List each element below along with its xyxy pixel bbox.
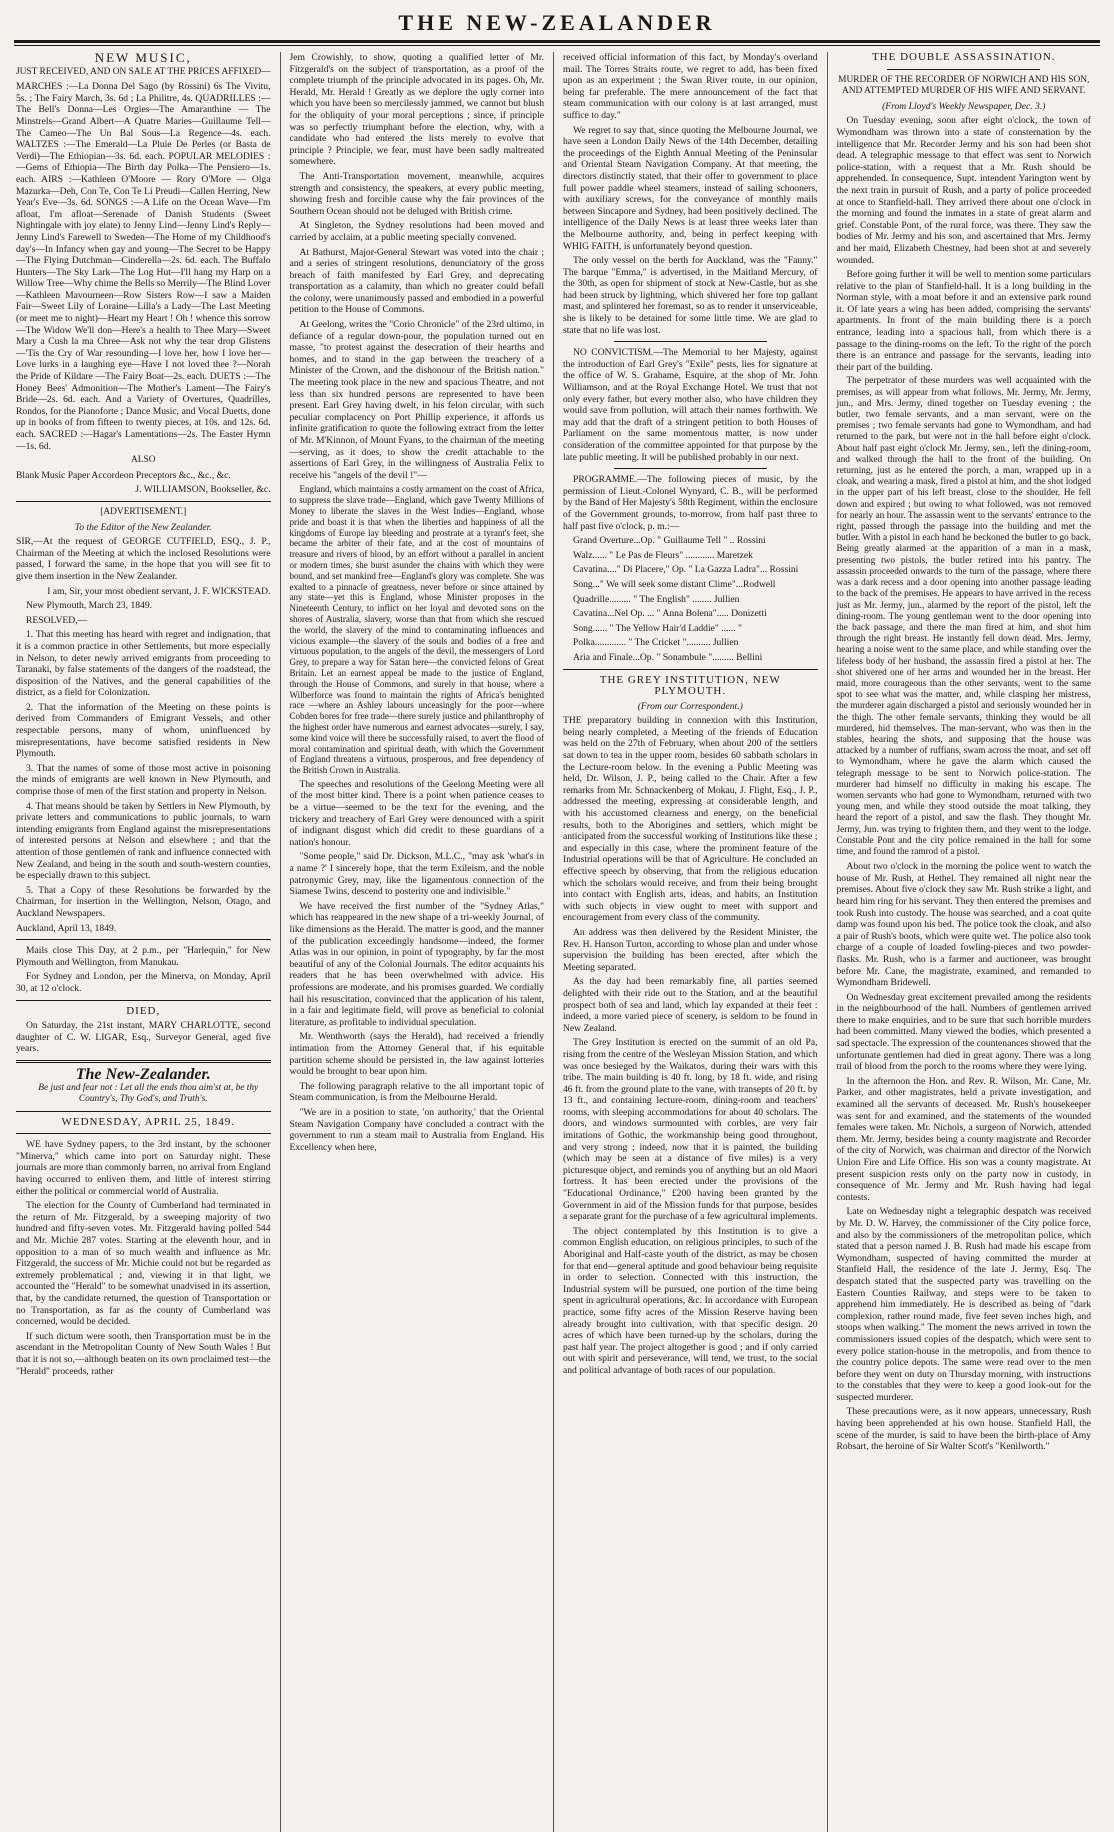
also-label: ALSO	[131, 455, 156, 466]
programme-item: Cavatina...." Di Placere," Op. " La Gazza Ladra"... Rossini	[573, 564, 799, 576]
paper-motto: Be just and fear not : Let all the ends thou aim'st at, be thy Country's, Thy God's, and Truth's.	[38, 1082, 259, 1105]
music-heading: NEW MUSIC,	[94, 52, 192, 65]
article-paragraph: We have received the first number of the "Sydney Atlas," which has reappeared in the new shape of a tri-weekly Journal, of like dimensions as the Herald. The matter is good, and the manner of the publication exceedingly handsome—indeed, the former Atlas was in our opinion, in point of typography, by far the most beautiful of any of the Colonial Journals. The editor acquaints his readers that he has been overwhelmed with advice. His professions are moderate, and his promises guarded. We cordially hail his resuscitation, convinced that the application of his talent, in a fair and legitimate field, will prove as beneficial to colonial literature, as profitable to individual speculation.	[289, 900, 544, 1028]
article-paragraph: Mr. Wenthworth (says the Herald), had received a friendly intimation from the Attorney General that, if his equitable partition scheme should be persisted in, the law against lotteries would be brought to bear upon him.	[289, 1031, 544, 1078]
article-paragraph: Late on Wednesday night a telegraphic despatch was received by Mr. D. W. Harvey, the commissioner of the City police force, and also by the commissioners of the metropolitan police, which stated that a person named J. B. Rush had made his escape from Wymondham, suspected of having committed the murder at Stanfield Hall, the residence of the late J. Jermy, Esq. The despatch stated that the suspected party was travelling on the Eastern Counties Railway, and steps were to be taken to apprehend him immediately. He is described as being of "dark complexion, rather round made, five feet seven inches high, and stoops when walking." The moment the news arrived in town the commissioners issued copies of the despatch, which were sent to every police station-house in the metropolis, and from thence to the country police depots. The same were read over to the men before they went on duty on Thursday morning, with instructions to the constables that they were to keep a good look-out for the suspected murderer.	[836, 1206, 1091, 1403]
assassination-subheading: MURDER OF THE RECORDER OF NORWICH AND HIS SON, AND ATTEMPTED MURDER OF HIS WIFE AND SERVANT.	[838, 74, 1090, 97]
divider	[887, 69, 1040, 70]
died-notice: On Saturday, the 21st instant, MARY CHARLOTTE, second daughter of C. W. LIGAR, Esq., Surveyor General, aged five years.	[16, 1020, 271, 1055]
quoted-extract: England, which maintains a costly armament on the coast of Africa, to suppress the slave trade—England, which gave Twenty Millions of Money to liberate the slaves in the West Indies—England, whose pride and boast it is that when the liberties and happiness of all the kingdoms of Europe lay bleeding and prostrate at a tyrant's feet, she became the arbiter of their fate, and at the cost of mountains of treasure and rivers of blood, by an effort without a parallel in ancient or modern times, she burst asunder the chains with which they were bound, and set mankind free—England's glory was complete. She was exalted to a pinnacle of greatness, never before or since attained by any state—yet this is England, whose Minister proposes in the Nineteenth Century, to inflict on her loyal and devoted sons on the shores of Australia, slavery, worse than that from which she rescued the world, the slavery of the mind to contaminating influences and vicious example—the slavery of the souls and bodies of a free and virtuous population, to the angels of the devil, the messengers of Lord Grey, to prepare a way for Satan here—the convicted felons of Great Britain. Let an earnest appeal be made to the justice of England, through the House of Commons, and surely in that house, where a Wilberforce was found to maintain the rights of Africa's benighted race —where an Ashley labours unceasingly for the poor—where Cobden bores for free trade—there surely justice and philanthrophy of the highest order have numerous and earnest advocates—surely, I say, some kind voice will there be successfully raised, to avert the flood of moral contamination and spiritual death, with which the Government of England threatens a virtuous, prosperous, and free dependency of the British Crown in Australia.	[289, 484, 544, 776]
divider	[16, 939, 271, 940]
article-paragraph: received official information of this fact, by Monday's overland mail. The Torres Straits route, we regret to add, has been fixed upon as an experiment ; the Swan River route, in our opinion, being far preferable. The mere announcement of the fact that steam communication with our colony is at last arranged, must suffice to day."	[563, 52, 818, 121]
article-paragraph: The Anti-Transportation movement, meanwhile, acquires strength and consistency, the speakers, at every public meeting, showing fresh and forcible cause why the fair provinces of the Southern Ocean should not be deluged with British crime.	[289, 170, 544, 217]
grey-institution-byline: (From our Correspondent.)	[637, 700, 743, 712]
programme-item: Cavatina...Nel Op. ... " Anna Bolena"..... Donizetti	[573, 608, 767, 620]
bookseller-signature: J. WILLIAMSON, Bookseller, &c.	[135, 484, 271, 496]
divider	[16, 1060, 271, 1063]
column-3	[553, 52, 827, 1832]
article-paragraph: At Geelong, writes the "Corio Chronicle" of the 23rd ultimo, in defiance of a regular down-pour, the population turned out en masse, "to protest against the desecration of their hearths and homes, and to stand in the gap between the treachery of a Minister of the Crown, and the dishonour of the British nation." The meeting took place in the new and spacious Theatre, and not less than six hundred persons are represented to have been present. Earl Grey having dwelt, in his felon circular, with such peculiar complacency on Port Phillip experience, it affords us infinite gratification to quote the following extract from the letter of Mr. M'Kinnon, of Mount Fyans, to the chairman of the meeting—serving, as it does, to show the credit attachable to the assertions of Earl Grey, in the willingness of Australia Felix to receive his "angels of the devil !"—	[289, 319, 544, 481]
article-paragraph: The object contemplated by this Institution is to give a common English education, on religious principles, to such of the Aboriginal and Half-caste youth of the district, as may be chosen for that end—general aptitude and good behaviour being requisite in order to selection. Connected with this instruction, the Industrial system will be pursued, one portion of the time being spent in agricultural operations, &c. In accordance with European practice, some fifty acres of the Mission Reserve having been already brought into cultivation, with that specific design. 20 acres of which have been turned-up by the scholars, during the past half year. The project altogether is good ; and if only carried out with spirit and perseverance, will tend, we trust, to the social and political advantage of both races of our population.	[563, 1225, 818, 1376]
article-paragraph: The following paragraph relative to the all important topic of Steam communication, is from the Melbourne Herald.	[289, 1080, 544, 1104]
article-paragraph: On Wednesday great excitement prevailed among the residents in the neighbourhood of the hall. Numbers of gentlemen arrived there to make enquiries, and to be sure that such horrible murders had been committed. Many viewed the bodies, which presented a sad spectacle. The expression of the countenances showed that the unfortunate gentlemen had died in great agony. There was a long trail of blood from the porch to the rooms where they were lying.	[836, 991, 1092, 1073]
also-items: Blank Music Paper Accordeon Preceptors &c., &c., &c.	[16, 469, 231, 481]
died-heading: DIED,	[126, 1004, 161, 1017]
column-2	[280, 52, 554, 1832]
masthead-rule-thin	[14, 45, 1100, 46]
programme-item: Walz...... " Le Pas de Fleurs" ............ Maretzek	[573, 549, 753, 561]
advert-close: I am, Sir, your most obedient servant, J. F. WICKSTEAD.	[47, 585, 271, 597]
grey-institution-heading: THE GREY INSTITUTION, NEW PLYMOUTH.	[599, 673, 781, 698]
article-paragraph: As the day had been remarkably fine, all parties seemed delighted with their ride out to the Station, and at the beautiful prospect both of sea and land, which lay expanded at their feet : indeed, a more varied piece of scenery, is seldom to be found in New Zealand.	[563, 976, 818, 1034]
article-paragraph: Jem Crowishly, to show, quoting a qualified letter of Mr. Fitzgerald's on the subject of transportation, as a proof of the complete triumph of the principle advocated in its pages. Oh, Mr. Herald, Mr. Herald ! Greatly as we deplore the ugly corner into which you have been so mercilessly jammed, we cannot but blush for the obliquity of your moral perceptions ; since, if principle was so perfectly triumphant before the election, why, with a candidate who had entered the lists merely to evolve that principle ? Principle, we fear, must have been sadly maltreated somewhere.	[289, 52, 544, 168]
advert-date: New Plymouth, March 23, 1849.	[26, 600, 153, 612]
article-paragraph: About two o'clock in the morning the police went to watch the house of Mr. Rush, at Hethel. They remained all night near the premises. About five o'clock they saw Mr. Rush strike a light, and heard him ring for his servant. They then entered the premises and took Rush into custody. The house was searched, and a coat quite damp was found upon his bed. The police took the cloak, and also a pair of Rush's boots, which were quite wet. The police also took charge of a couple of loaded fowling-pieces and two powder-flasks. Mr. Rush, who is a farmer and auctioneer, was brought before Mr. Cane, the magistrate, examined, and remanded to Wymondham Bridewell.	[836, 861, 1092, 989]
resolution-item: 1. That this meeting has heard with regret and indignation, that it is a common practice in other Settlements, but more especially in Nelson, to deter newly arrived emigrants from proceeding to Taranaki, by false statements of the dangers of the roadstead, the disposition of the Natives, and the general capabilities of the district, as a field for Colonization.	[16, 629, 271, 699]
programme-item: Polka............. " The Cricket ".......... Jullien	[573, 637, 739, 649]
article-paragraph: The perpetrator of these murders was well acquainted with the premises, as will appear from what follows. Mr. Jermy, Mr. Jermy, jun., and Mrs. Jermy, dined together on Tuesday evening ; the butler, two female servants, and a man servant, were on the premises ; two female servants had gone to Wymondham, and had returned to the park, but were not in the hall before eight o'clock. About half past eight o'clock Mr. Jermy, sen., left the dining-room, and walked through the hall to the front of the building. On returning, just as he entered the porch, a man, wrapped up in a cloak, and wearing a mask, fired a pistol at him, and the shot lodged in the upper part of his left breast, close to the shoulder. He fell down and expired ; but owing to what followed, was not removed for nearly an hour. The assassin went to the servants' entrance to the right, passed through the passage into the building and met the butler. With a pistol in each hand he beckoned the butler to go back. Being greatly alarmed at the apparition of a man in a mask, presenting two pistols, the butler retired into his pantry. The assassin proceeded onwards to the turn of the passage, where there was a dark recess and a door opening into another passage leading to the back of the premises. He appears to have arrived in the recess just as Mr. Jermy, jun., alarmed by the report of the pistol, left the dining-room. The young gentleman went to the door opening into the back passage, and there the man fired at him, and shot him through the right breast. He instantly fell down dead. Mrs. Jermy, hearing a noise went to the same place, and while standing over the lifeless body of her husband, the assassin fired a pistol at her. The shot shivered one of her arms and wounded her in the breast. Her maid, more courageous than the other servants, went to the same spot to see what was the matter, and, while clasping her mistress, the murderer again discharged a pistol and seriously wounded her in the thigh. The other female servants, thinking they would be all murdered, hid themselves. The man-servant, who was then in the stables, hearing the shots, and supposing that the house was attacked by a number of ruffians, swam across the moat, and set off to Wymondham, where he gave the alarm which caused the telegraph message to be sent to Norwich police-station. The murderer had himself no difficulty in making his escape. The women servants who had gone to Wymondham, returned with two young men, and while they stood outside the moat talking, they heard the report of a pistol, and saw the flash. They thought Mr. Jermy, Jun. was trying to frighten them, and they went to the lodge. Constable Pont and the city police remained in the hall for some time, and found the ramrod of a pistol.	[836, 376, 1091, 857]
resolution-item: 3. That the names of some of those most active in poisoning the minds of emigrants are well known in New Plymouth, and comprise those of men of the first station and property in Nelson.	[16, 762, 271, 798]
mails-notice: Mails close This Day, at 2 p.m., per "Harlequin," for New Plymouth and Wellington, from Manukau.	[16, 945, 271, 968]
masthead: THE NEW-ZEALANDER	[398, 10, 716, 35]
editorial-paragraph: WE have Sydney papers, to the 3rd instant, by the schooner "Minerva," which came into port on Saturday night. These journals are more than commonly barren, no arrival from England having occurred to enliven them, and little of interest stirring either the political or commercial world of Australia.	[16, 1139, 271, 1197]
article-paragraph: Before going further it will be well to mention some particulars relative to the plan of Stanfield-hall. It is a long building in the Norman style, with a moat before it and an extensive park round it. Of late years a wing has been added, comprising the servants' apartments. In front of the main building there is a porch entrance, leading into a spacious hall, from which there is a passage to the dining-rooms on the left. To the right of the porch there is an entrance and passage for the servants, leading into their part of the building.	[836, 269, 1091, 373]
masthead-rule	[14, 40, 1100, 43]
article-paragraph: In the afternoon the Hon. and Rev. R. Wilson, Mr. Cane, Mr. Parker, and other magistrates, held a private investigation, and examined all the servants of deceased. Mr. Rush's housekeeper was sent for and examined, and the statements of the wounded females were taken. Mr. Nichols, a surgeon of Norwich, attended them. Mr. Jermy, besides being a county magistrate and Recorder of the city of Norwich, was chairman and director of the Norwich Union Fire and Life Office. His son was a county magistrate. At present suspicion rests only on the party now in custody, in consequence of Mr. Jermy and Mr. Rush having had legal contests.	[836, 1075, 1091, 1203]
article-paragraph: On Tuesday evening, soon after eight o'clock, the town of Wymondham was thrown into a state of consternation by the intelligence that Mr. Recorder Jermy and his son had been shot dead. A telegraphic message to that effect was sent to Norwich police-station, with a request that a Mr. Rush should be apprehended. In consequence, Supt. intendent Yarington went by the next train in pursuit of Rush, and a party of police proceeded at once to Stanfield-hall. They arrived there about one o'clock in the morning and found the inmates in a state of great alarm and grief. Constable Pont, of the rural force, was there. They saw the bodies of Mr. Jermy and his son, and ascertained that Mrs. Jermy and her maid, Elizabeth Chestney, had been shot at and severely wounded.	[836, 115, 1091, 266]
programme-item: Song..." We will seek some distant Clime"...Rodwell	[573, 578, 776, 590]
assassination-source: (From Lloyd's Weekly Newspaper, Dec. 3.)	[882, 100, 1046, 112]
issue-dateline: WEDNESDAY, APRIL 25, 1849.	[61, 1115, 235, 1128]
advert-body: SIR,—At the request of GEORGE CUTFIELD, ESQ., J. P., Chairman of the Meeting at which the inclosed Resolutions were passed, I forward the same, in the hope that you will see fit to give them insertion in the New Zealander.	[16, 536, 271, 582]
programme-item: Song...... " The Yellow Hair'd Laddie" ...... "	[573, 622, 742, 634]
article-paragraph: At Singleton, the Sydney resolutions had been moved and carried by acclaim, at a public meeting specially convened.	[289, 220, 544, 243]
divider	[16, 501, 271, 502]
divider	[16, 1000, 271, 1001]
column-4	[827, 52, 1101, 1832]
article-paragraph: "Some people," said Dr. Dickson, M.L.C., "may ask 'what's in a name ?' I sincerely hope, that the term Exileism, and the noble patronymic Grey, may, like the ligamentous connection of the Siamese Twins, descend to posterity one and indivisible."	[289, 851, 544, 898]
resolved-label: RESOLVED,—	[26, 614, 88, 626]
programme-item: Quadrille......... " The English" ........ Jullien	[573, 593, 740, 605]
advert-label: [ADVERTISEMENT.]	[100, 506, 187, 517]
article-paragraph: These precautions were, as it now appears, unnecessary, Rush having been apprehended at his own house. Stanfield Hall, the scene of the murder, is said to have been the birth-place of Amy Robsart, the heroine of Sir Walter Scott's "Kenilworth."	[836, 1406, 1091, 1453]
advert-to: To the Editor of the New Zealander.	[74, 521, 212, 533]
programme-item: Grand Overture...Op. " Guillaume Tell " .. Rossini	[573, 535, 766, 547]
article-paragraph: The speeches and resolutions of the Geelong Meeting were all of the most bitter kind. There is a point when patience ceases to be a virtue—seemed to be the text for the evening, and the trickery and treachery of Earl Grey were denounced with a spirit of indignant disgust which did credit to these guardians of a nation's honour.	[289, 778, 544, 848]
column-1	[14, 52, 280, 1832]
article-paragraph: "We are in a position to state, 'on authority,' that the Oriental Steam Navigation Company have concluded a contract with the government to run a steam mail to Australia from England. His Excellency when here,	[289, 1106, 544, 1153]
convictism-notice: NO CONVICTISM.—The Memorial to her Majesty, against the introduction of Earl Grey's "Exile" pests, lies for signature at the office of W. S. Grahame, Esquire, at the shop of Mr. John Williamson, and at the Royal Exchange Hotel. We trust that not only every father, but every mother also, who have children they would save from pollution, will attach their names forthwith. We may add that the draft of a stringent petition to both Houses of Parliament on the same momentous matter, is now under consideration of the committee appointed for that purpose by the late public meeting. It will be published probably in our next.	[563, 347, 818, 463]
assassination-heading: THE DOUBLE ASSASSINATION.	[871, 52, 1056, 63]
article-paragraph: The Grey Institution is erected on the summit of an old Pa, rising from the centre of the Wesleyan Mission Station, and which was once besieged by the Waikatos, during their wars with this tribe. The main building is 40 ft. long, by 18 ft. wide, and rising 46 ft. from the ground plate to the vane, with transepts of 20 ft. by 13 ft., and containing lecture-room, dining-room and teachers' rooms, with sleeping accommodations for about 40 scholars. The doors, and windows surmounted with corbles, are very fair imitations of Gothic, the workmanship being good throughout, and very strong ; indeed, now that it is painted, the building (which may be seen at a distance of five miles) is a very picturesque object, and reminds you of anything but an old Maori fortress. It has been erected under the provisions of the "Educational Ordinance," £200 having been granted by the Government in aid of the Mission funds for that purpose, besides a separate grant for the purchase of a few agricultural implements.	[563, 1037, 818, 1223]
music-subheading: JUST RECEIVED, AND ON SALE AT THE PRICES AFFIXED—	[16, 66, 271, 77]
divider	[614, 341, 767, 342]
article-paragraph: We regret to say that, since quoting the Melbourne Journal, we have seen a London Daily News of the 14th December, detailing the proceedings of the Eighth Annual Meeting of the Peninsular and Oriental Steam Navigation Company. At that meeting, the directors distinctly stated, that their offer to government to place full power paddle wheel steamers, instead of sailing schooners, with auxiliary screws, for the conveyance of monthly mails between Sincapore and Sydney, had been positively declined. The intelligence of the Daily News is at least three weeks later than the Melbourne authority, and, being in perfect keeping with WHIG FAITH, is unfortunately beyond question.	[563, 124, 818, 252]
article-paragraph: The only vessel on the berth for Auckland, was the "Fanny." The barque "Emma," is advertised, in the Maitland Mercury, of the 30th, as open for shipment of stock at New-Castle, but as she had been struck by lightning, which shivered her fore top gallant mast, and splintered her foremast, so as to render it unserviceable, she is likely to be detained for some little time. We are glad to state that no life was lost.	[563, 255, 818, 336]
programme-item: Aria and Finale...Op. " Sonambule "......... Bellini	[573, 651, 763, 663]
article-paragraph: An address was then delivered by the Resident Minister, the Rev. H. Hanson Turton, according to whose plan and under whose supervision the building has been erected, after which the Meeting separated.	[563, 926, 818, 973]
divider	[563, 669, 818, 670]
columns	[14, 52, 1100, 1832]
paper-title: The New-Zealander.	[75, 1065, 211, 1083]
article-paragraph: At Bathurst, Major-General Stewart was voted into the chair ; and a series of stringent resolutions, denunciatory of the gross breach of faith manifested by Earl Grey, and deprecating transportation as a calamity, than which no greater could befall the colony, were unanimously passed and embodied in a powerful petition to the House of Commons.	[289, 246, 544, 316]
divider	[16, 1133, 271, 1134]
editorial-paragraph: The election for the County of Cumberland had terminated in the return of Mr. Fitzgerald, by a sweeping majority of two hundred and fifty-seven votes. Mr. Fitzgerald having polled 544 and Mr. Michie 287 votes. Starting at the eleventh hour, and in opposition to a man of so much wealth and influence as Mr. Fitzgerald, the success of Mr. Michie could not but be regarded as extremely problematical ; and, viewing it in that light, we accounted the "Herald" to be somewhat unadvised in its assertion, that, by the candidate returned, the question of Transportation or no Transportation, as far as the county of Cumberland was concerned, would be decided.	[16, 1200, 271, 1328]
divider	[614, 468, 767, 469]
editorial-paragraph: If such dictum were sooth, then Transportation must be in the ascendant in the Metropolitan County of New South Wales ! But that it is not so,—although beaten on its own proclaimed test—the "Herald" proceeds, rather	[16, 1330, 271, 1377]
resolution-item: 5. That a Copy of these Resolutions be forwarded by the Chairman, for insertion in the Wellington, Nelson, Otago, and Auckland Newspapers.	[16, 884, 271, 919]
article-paragraph: THE preparatory building in connexion with this Institution, being nearly completed, a Meeting of the friends of Education was held on the 27th of February, when about 200 of the settlers sat down to tea in the upper room, besides 60 sabbath scholars in the Lecture-room below. In the evening a Public Meeting was held, Dr. Wilson, J. P., being called to the Chair. After a few remarks from Mr. Schnackenberg of Mokau, J. Flight, Esq., J. P., addressed the meeting, expressing at considerable length, and with his accustomed clearness and energy, on the beneficial results, both to the Aborigines and settlers, which might be anticipated from the successful working of Institutions like these ; and especially in this case, where the prominent feature of the Industrial operations will be that of Agriculture. He concluded an effective speech by observing, that from the religious education which the scholars would receive, and from their being brought into contact with English arts, ideas, and habits, an Institution with such objects in view ought to meet with support and encouragement from every class of the community.	[563, 715, 818, 924]
mails-notice-2: For Sydney and London, per the Minerva, on Monday, April 30, at 12 o'clock.	[16, 971, 271, 994]
programme-notice: PROGRAMME.—The following pieces of music, by the permission of Lieut.-Colonel Wynyard, C. B., will be performed by the Band of Her Majesty's 58th Regiment, within the enclosure of the Government grounds, to-morrow, from half past three to half past five o'clock, p. m.:—	[563, 474, 818, 532]
resolutions-date: Auckland, April 13, 1849.	[16, 922, 117, 934]
resolution-item: 2. That the information of the Meeting on these points is derived from Commanders of Emigrant Vessels, and other respectable persons, many of whom, uninfluenced by misrepresentations, have become satisfied residents in New Plymouth.	[16, 701, 271, 760]
resolution-item: 4. That means should be taken by Settlers in New Plymouth, by private letters and communications to public journals, to warn intending emigrants from England against the misrepresentations of interested persons at Nelson and elsewhere ; and that the attention of those gentlemen of rank and influence connected with New Zealand, and being in the south and south-western counties, be especially drawn to this subject.	[16, 800, 271, 882]
divider	[16, 1111, 271, 1112]
music-list: MARCHES :—La Donna Del Sago (by Rossini) 6s The Vivitu, 5s. ; The Fairy March, 3s. 6d ; La Philitre, 4s. QUADRILLES :—The Bell's Donna—Les Orgies—The Amaranthine — The Minstrels—Grand Albert—A Quatre Maries—Guillaume Tell—The Cameo—The Un Bal Sous—La Regence—4s. each. WALTZES :—The Emerald—La Pluie De Perles (or Basta de Verdi)—The Ethiopian—3s. 6d. each. POPULAR MELODIES :—Gems of Ethiopia—The Birth day Polka—The Pensiero—1s. each. AIRS :—Kathleen O'Moore — Rory O'More — Olga Mazurka—Deh, Con Te, Con Te Li Preudi—Callen Herring, New Year's Eve—3s. 6d. SONGS :—A Life on the Ocean Wave—I'm afloat, I'm afloat—Serenade of Danish Students (Sweet Nightingale with joy elate) to Jenny Lind—Jenny Lind's Reply—Jenny Lind's Farewell to Sweden—The Home of my Childhood's day's—In Infancy when gay and young—The Secret to be Happy—The Flying Dutchman—Cinderella—2s. 6d. each. The Buffalo Hunters—The Sky Lark—The Log Hut—I'll hang my Harp on a Willow Tree—Why chime the Bells so Merrily—The Blind Lover—Kathleen Mavourneen—Row Sisters Row—I saw a Maiden Fair—Sweet Lily of Loraine—Lilla's a Lady—The Last Meeting (or meet me to night)—Heart my Heart ! Oh ! whence this sorrow—The Widow We'll don—Here's a health to Thee Mary—Sweet Mary a Cush la ma Chree—Ask not why the tear drop Glistens—'Tis the Cry of War resounding—I love her, how I love her—Love lurks in a laughing eye—Have I not loved thee ?—Norah the Pride of Kildare —The Fairy Boat—2s. each. DUETS :—The Honey Bees' Admonition—The Mother's Lament—The Fairy's Bride—2s. 6d. each. And a Variety of Overtures, Quadrilles, Rondos, for the Pianoforte ; Dance Music, and Vocal Duetts, done up in books of from fifteen to twenty pieces, at 10s. and 12s. 6d. each. SACRED :—Hagar's Lamentations—2s. The Easter Hymn—1s. 6d.	[16, 81, 271, 452]
